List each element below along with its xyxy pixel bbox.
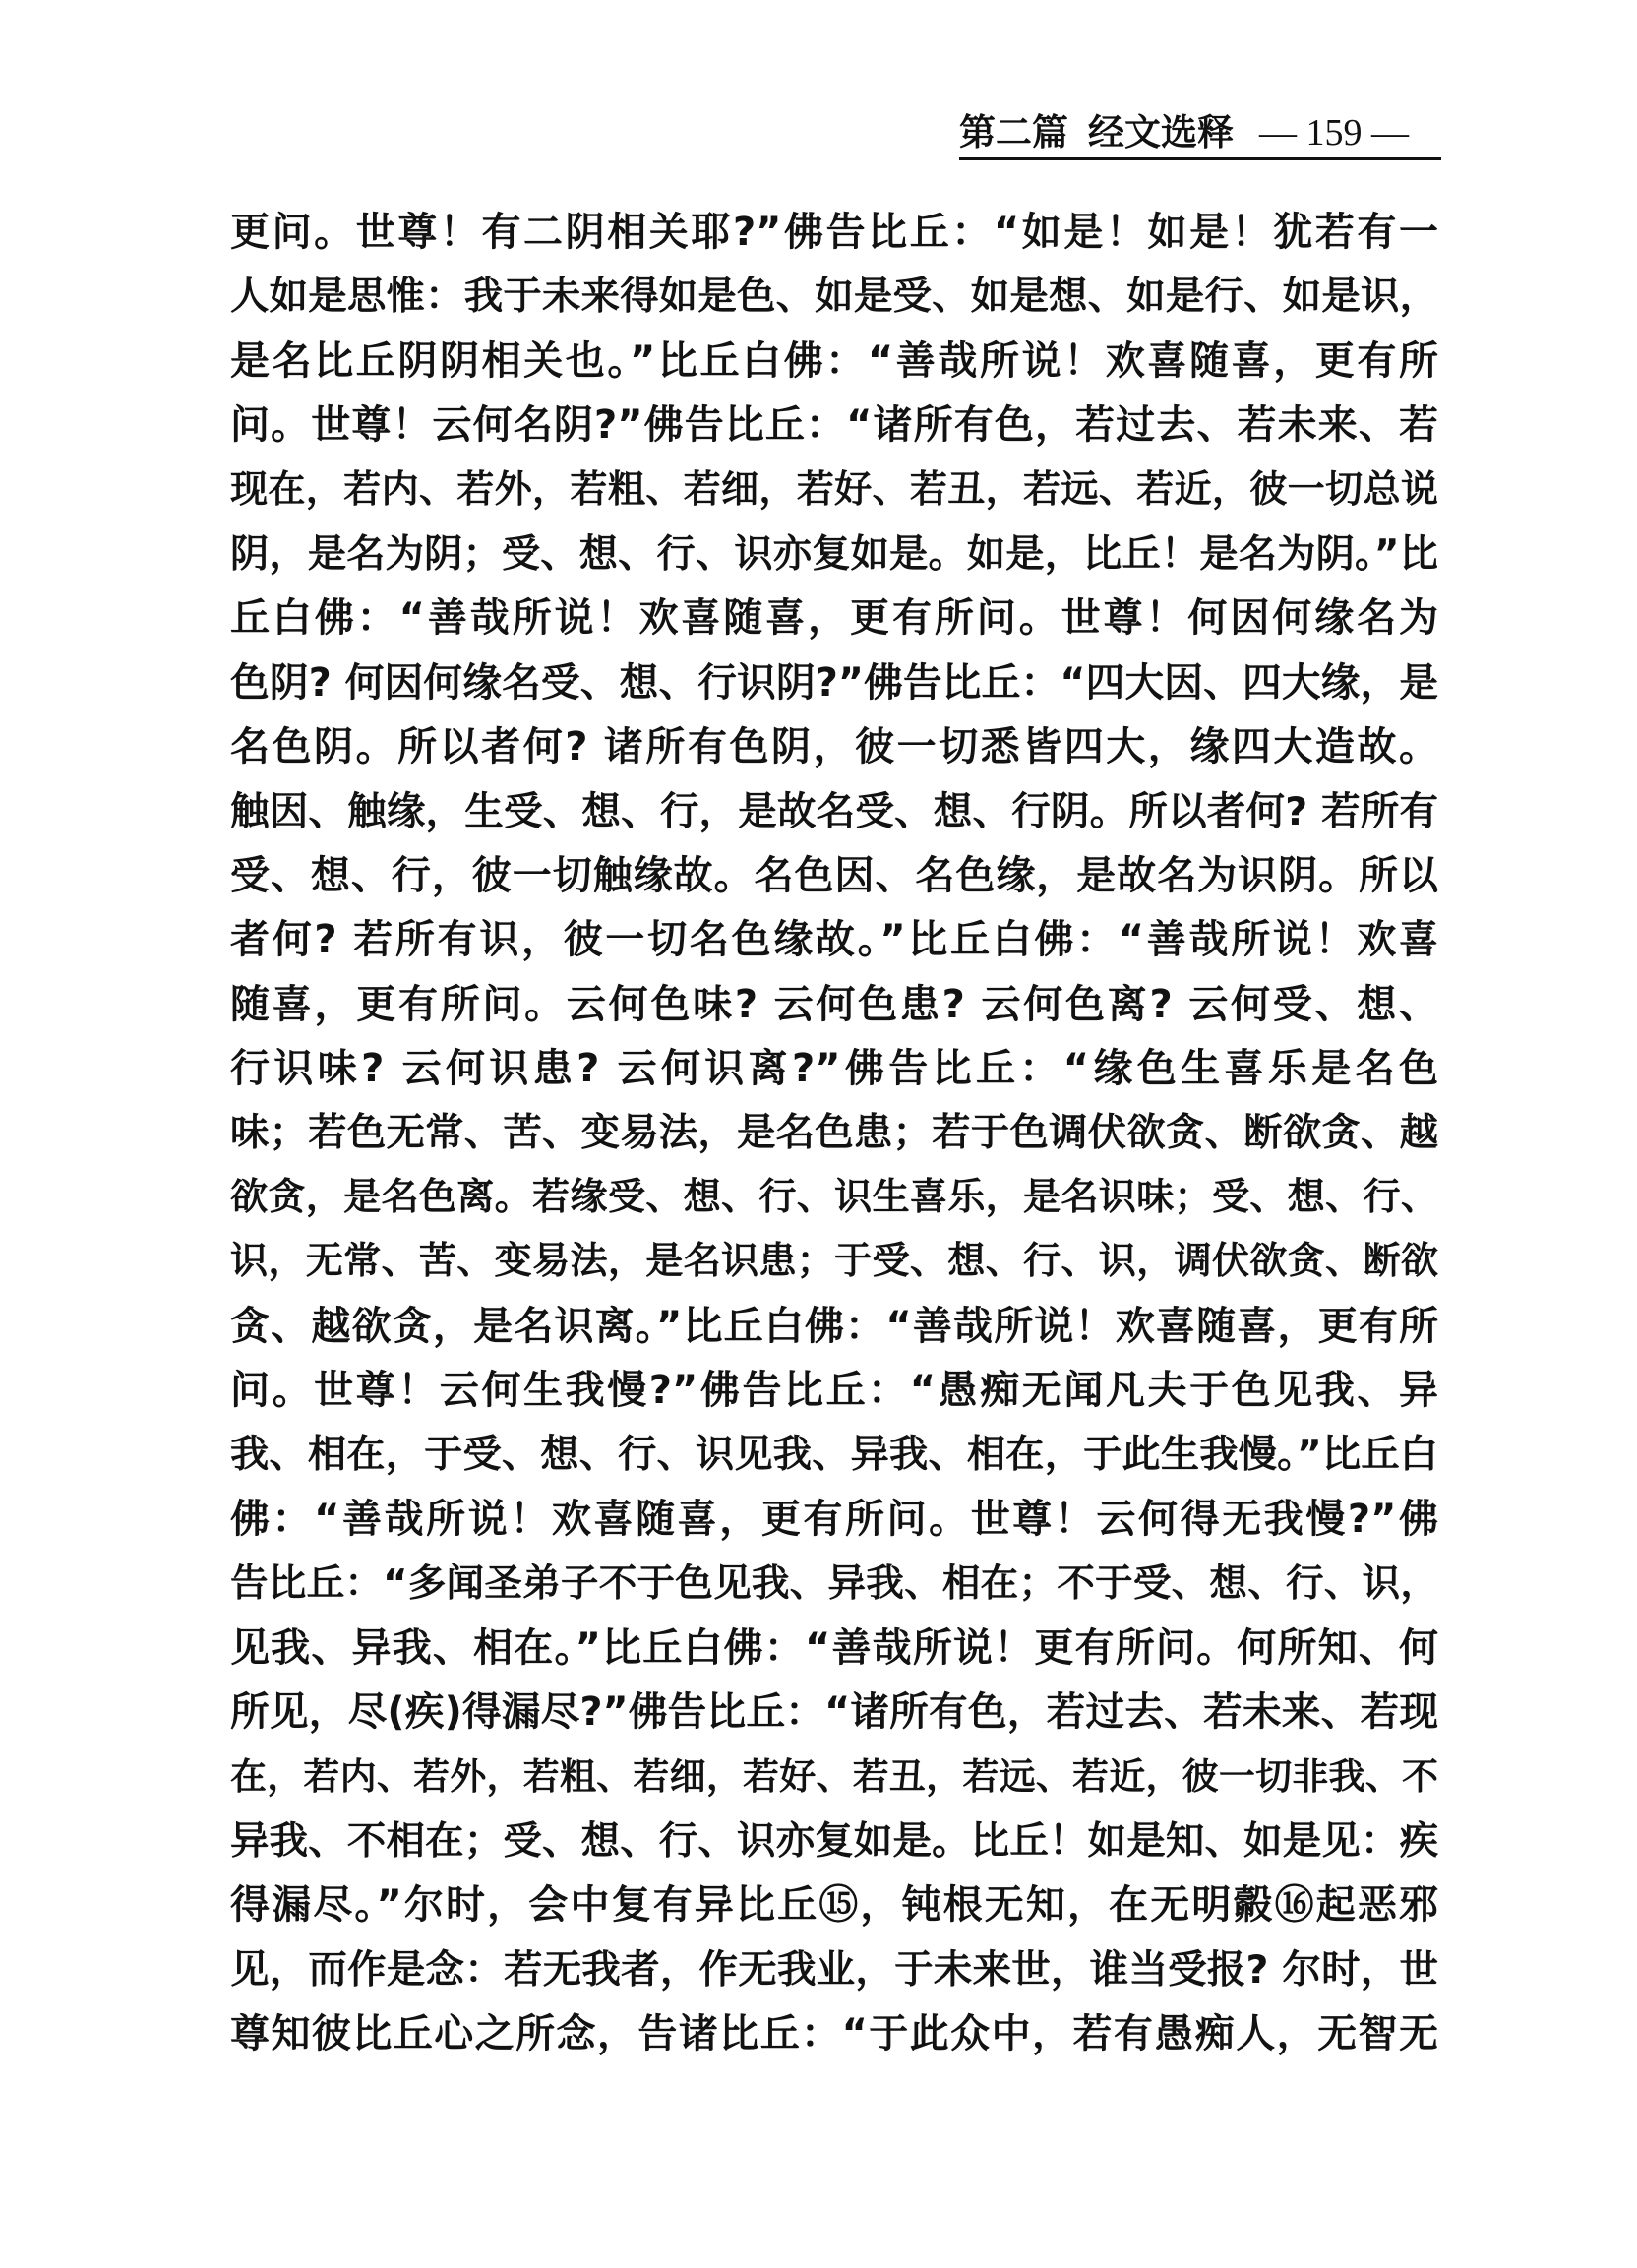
- text-line: 所见，尽(疾)得漏尽?”佛告比丘：“诸所有色，若过去、若未来、若现: [230, 1688, 1438, 1735]
- header-rule: [959, 157, 1441, 160]
- text-line: 在，若内、若外，若粗、若细，若好、若丑，若远、若近，彼一切非我、不: [230, 1755, 1438, 1799]
- text-line: 告比丘：“多闻圣弟子不于色见我、异我、相在；不于受、想、行、识，: [230, 1562, 1438, 1607]
- text-line: 见我、异我、相在。”比丘白佛：“善哉所说！更有所问。何所知、何: [230, 1624, 1438, 1671]
- text-line: 识，无常、苦、变易法，是名识患；于受、想、行、识，调伏欲贪、断欲: [230, 1240, 1438, 1284]
- text-line: 触因、触缘，生受、想、行，是故名受、想、行阴。所以者何? 若所有: [230, 788, 1438, 834]
- text-line: 欲贪，是名色离。若缘受、想、行、识生喜乐，是名识味；受、想、行、: [230, 1175, 1438, 1219]
- text-line: 我、相在，于受、想、行、识见我、异我、相在，于此生我慢。”比丘白: [230, 1433, 1438, 1478]
- text-line: 阴，是名为阴；受、想、行、识亦复如是。如是，比丘！是名为阴。”比: [230, 531, 1438, 577]
- text-line: 见，而作是念：若无我者，作无我业，于未来世，谁当受报? 尔时，世: [230, 1946, 1438, 1992]
- text-line: 得漏尽。”尔时，会中复有异比丘⑮，钝根无知，在无明㲉⑯起恶邪: [230, 1882, 1438, 1929]
- text-line: 味；若色无常、苦、变易法，是名色患；若于色调伏欲贪、断欲贪、越: [230, 1110, 1438, 1156]
- text-line: 随喜，更有所问。云何色味? 云何色患? 云何色离? 云何受、想、: [230, 981, 1438, 1027]
- section-title: 经文选释: [1088, 110, 1234, 153]
- text-line: 贪、越欲贪，是名识离。”比丘白佛：“善哉所说！欢喜随喜，更有所: [230, 1303, 1438, 1349]
- text-line: 人如是思惟：我于未来得如是色、如是受、如是想、如是行、如是识，: [230, 274, 1438, 320]
- page-number: — 159 —: [1259, 112, 1409, 153]
- text-line: 名色阴。所以者何? 诸所有色阴，彼一切悉皆四大，缘四大造故。: [230, 724, 1438, 770]
- text-line: 佛：“善哉所说！欢喜随喜，更有所问。世尊！云何得无我慢?”佛: [230, 1496, 1438, 1542]
- text-line: 异我、不相在；受、想、行、识亦复如是。比丘！如是知、如是见：疾: [230, 1817, 1438, 1864]
- text-line: 色阴? 何因何缘名受、想、行识阴?”佛告比丘：“四大因、四大缘，是: [230, 659, 1438, 705]
- text-line: 更问。世尊！有二阴相关耶?”佛告比丘：“如是！如是！犹若有一: [230, 210, 1438, 255]
- text-line: 者何? 若所有识，彼一切名色缘故。”比丘白佛：“善哉所说！欢喜: [230, 917, 1438, 963]
- text-line: 丘白佛：“善哉所说！欢喜随喜，更有所问。世尊！何因何缘名为: [230, 595, 1438, 642]
- text-line: 是名比丘阴阴相关也。”比丘白佛：“善哉所说！欢喜随喜，更有所: [230, 337, 1438, 384]
- text-line: 尊知彼比丘心之所念，告诸比丘：“于此众中，若有愚痴人，无智无: [230, 2010, 1438, 2056]
- text-line: 问。世尊！云何生我慢?”佛告比丘：“愚痴无闻凡夫于色见我、异: [230, 1368, 1438, 1414]
- section-label: 第二篇: [959, 110, 1068, 153]
- text-line: 行识味? 云何识患? 云何识离?”佛告比丘：“缘色生喜乐是名色: [230, 1046, 1438, 1092]
- text-line: 现在，若内、若外，若粗、若细，若好、若丑，若远、若近，彼一切总说: [230, 467, 1438, 512]
- text-line: 问。世尊！云何名阴?”佛告比丘：“诸所有色，若过去、若未来、若: [230, 402, 1438, 449]
- running-head: [959, 106, 1441, 157]
- body-text: [230, 201, 1438, 2066]
- text-line: 受、想、行，彼一切触缘故。名色因、名色缘，是故名为识阴。所以: [230, 852, 1438, 898]
